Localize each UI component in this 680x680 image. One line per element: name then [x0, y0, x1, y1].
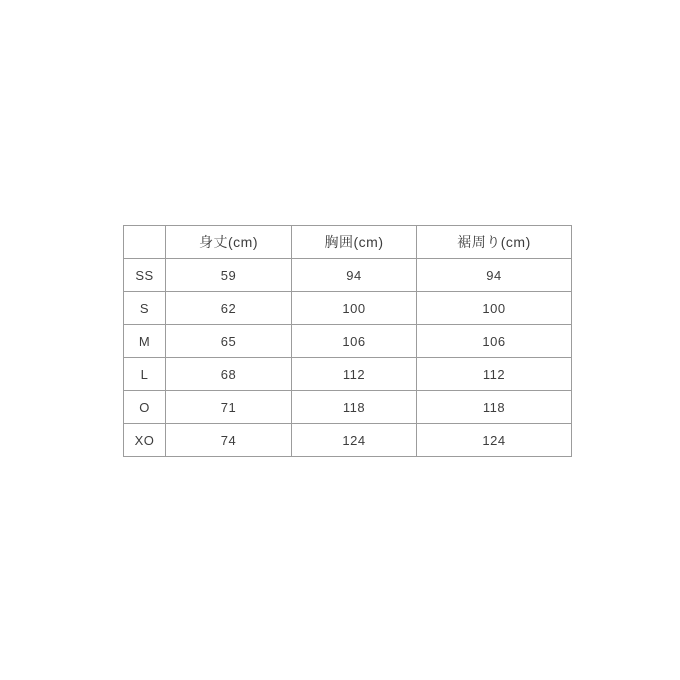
table-row [124, 292, 572, 325]
value-cell: 100 [292, 292, 417, 325]
value-cell: 106 [292, 325, 417, 358]
value-cell: 118 [292, 391, 417, 424]
value-cell: 68 [166, 358, 292, 391]
value-cell: 62 [166, 292, 292, 325]
size-label-cell: S [124, 292, 166, 325]
value-cell: 65 [166, 325, 292, 358]
value-cell: 118 [417, 391, 572, 424]
header-cell-hem: 裾周り(cm) [417, 226, 572, 259]
size-label-cell: M [124, 325, 166, 358]
size-chart-table [123, 225, 572, 457]
table-row [124, 358, 572, 391]
table-row [124, 259, 572, 292]
value-cell: 71 [166, 391, 292, 424]
header-row [124, 226, 572, 259]
table-row [124, 391, 572, 424]
size-label-cell: O [124, 391, 166, 424]
value-cell: 112 [417, 358, 572, 391]
value-cell: 106 [417, 325, 572, 358]
header-cell-blank [124, 226, 166, 259]
table-row [124, 424, 572, 457]
value-cell: 124 [292, 424, 417, 457]
value-cell: 112 [292, 358, 417, 391]
table-row [124, 325, 572, 358]
value-cell: 94 [417, 259, 572, 292]
value-cell: 94 [292, 259, 417, 292]
value-cell: 124 [417, 424, 572, 457]
header-cell-chest: 胸囲(cm) [292, 226, 417, 259]
size-chart [123, 225, 572, 457]
value-cell: 100 [417, 292, 572, 325]
size-label-cell: SS [124, 259, 166, 292]
header-cell-body-length: 身丈(cm) [166, 226, 292, 259]
value-cell: 74 [166, 424, 292, 457]
value-cell: 59 [166, 259, 292, 292]
size-label-cell: XO [124, 424, 166, 457]
size-label-cell: L [124, 358, 166, 391]
